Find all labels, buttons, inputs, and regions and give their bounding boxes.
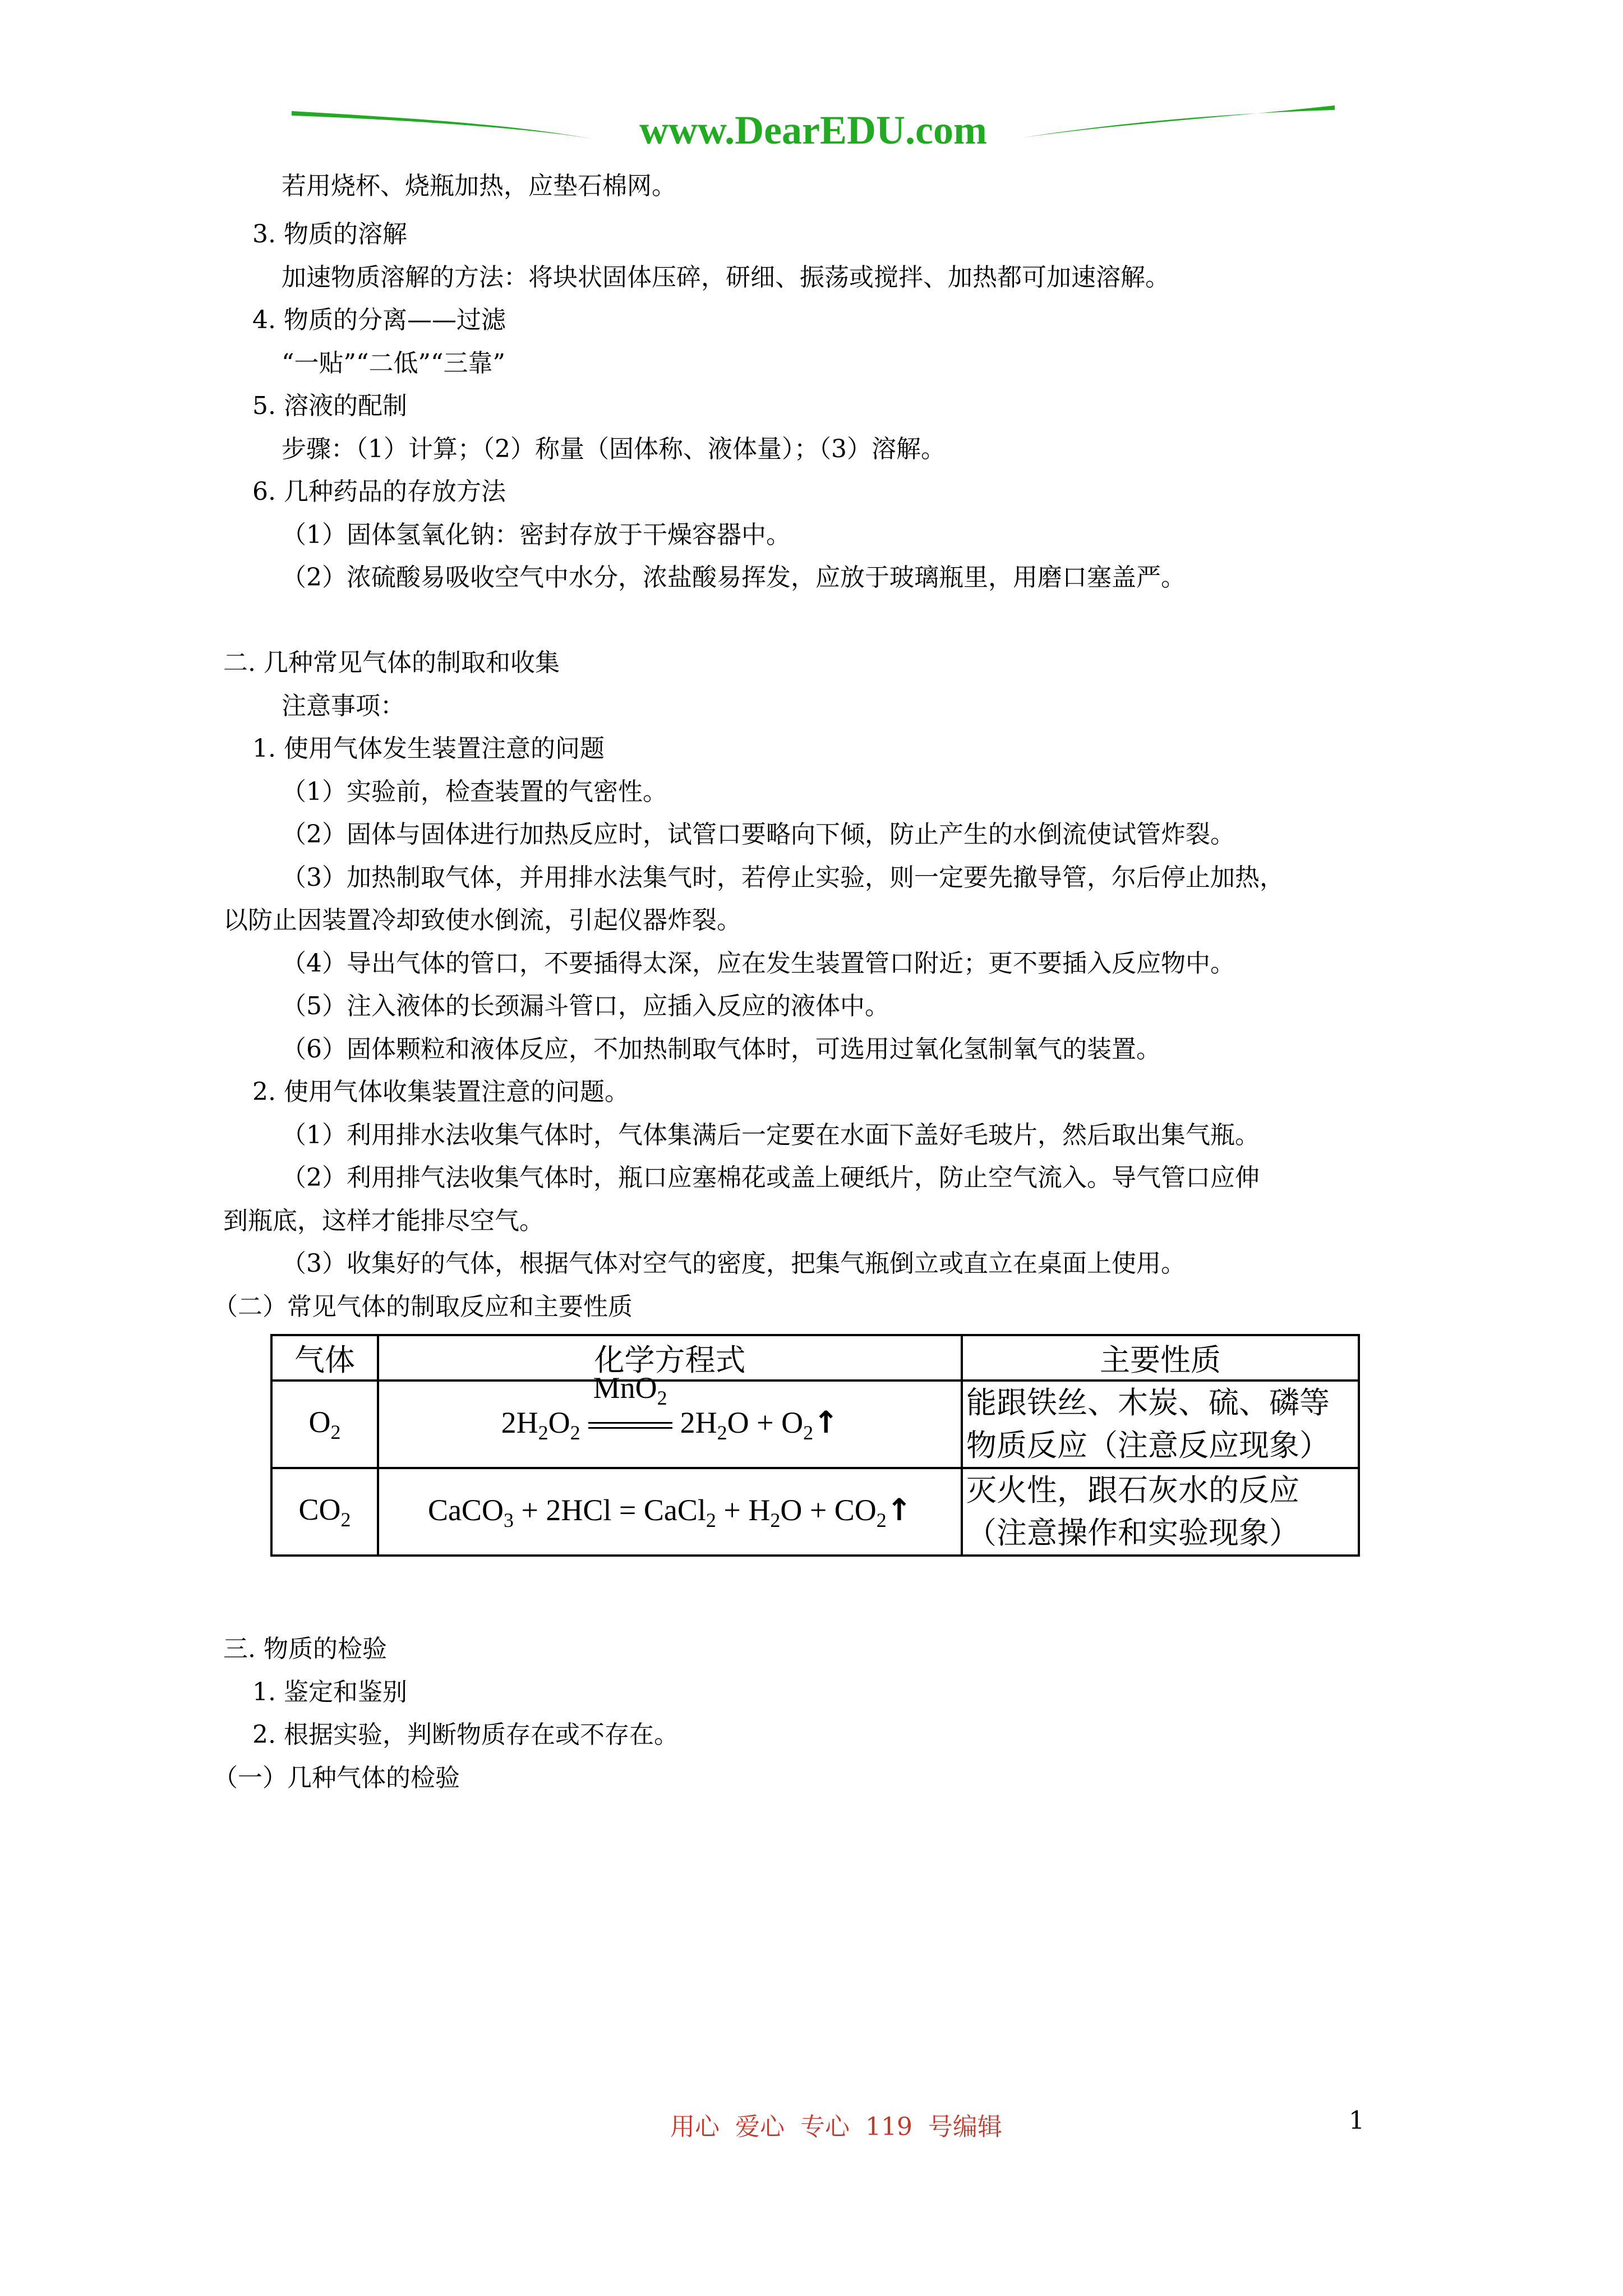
gas-cell-co2: $CO_2$	[271, 1468, 378, 1556]
text-line: （3）加热制取气体，并用排水法集气时，若停止实验，则一定要先撤导管，尔后停止加热，	[282, 863, 1284, 892]
table-row	[271, 1381, 1359, 1468]
properties-cell-co2: 灭火性，跟石灰水的反应 （注意操作和实验现象）	[962, 1468, 1359, 1556]
subheading-reactions: （二）常见气体的制取反应和主要性质	[213, 1292, 633, 1321]
text-line: （5）注入液体的长颈漏斗管口，应插入反应的液体中。	[282, 992, 889, 1020]
logo-swoosh-left	[292, 111, 594, 139]
properties-cell-o2: 能跟铁丝、木炭、硫、磷等 物质反应（注意反应现象）	[962, 1381, 1359, 1468]
text-line: （1）实验前，检查装置的气密性。	[282, 777, 667, 806]
logo-swoosh-right	[1021, 105, 1335, 138]
gas-reaction-table	[270, 1334, 1360, 1557]
header-equation: 化学方程式	[378, 1335, 962, 1381]
heading-collector: 2. 使用气体收集装置注意的问题。	[252, 1078, 629, 1106]
text-line: （3）收集好的气体，根据气体对空气的密度，把集气瓶倒立或直立在桌面上使用。	[282, 1249, 1186, 1278]
header-logo	[292, 95, 1335, 163]
page-number: 1	[1349, 2106, 1364, 2135]
text-line: （4）导出气体的管口，不要插得太深，应在发生装置管口附近；更不要插入反应物中。	[282, 949, 1235, 978]
text-line: （1）固体氢氧化钠：密封存放于干燥容器中。	[282, 521, 791, 549]
text-line: 到瓶底，这样才能排尽空气。	[223, 1207, 544, 1235]
equation-o2: $2H_2O_2$ MnO$_2$ $2H_2O$ + $O_2↑$	[501, 1370, 839, 1444]
heading-solution-preparation: 5. 溶液的配制	[252, 392, 407, 420]
heading-storage: 6. 几种药品的存放方法	[252, 477, 506, 506]
header-gas: 气体	[271, 1335, 378, 1381]
gas-up-arrow: ↑	[813, 1404, 839, 1440]
section-heading-gases: 二. 几种常见气体的制取和收集	[223, 648, 560, 677]
text-line: 以防止因装置冷却致使水倒流，引起仪器炸裂。	[223, 906, 741, 935]
gas-up-arrow: ↑	[886, 1492, 912, 1527]
heading-generator: 1. 使用气体发生装置注意的问题	[252, 734, 605, 763]
text-line: “一贴”“二低”“三靠”	[282, 349, 505, 378]
footer-text: 用心 爱心 专心 119 号编辑	[670, 2113, 1002, 2141]
equation-co2: CaCO$_3$ + 2HCl = CaCl$_2$ + $H_2O$ + $CO_2↑$	[427, 1492, 912, 1531]
text-line: （2）浓硫酸易吸收空气中水分，浓盐酸易挥发，应放于玻璃瓶里，用磨口塞盖严。	[282, 563, 1186, 592]
text-line: （2）利用排气法收集气体时，瓶口应塞棉花或盖上硬纸片，防止空气流入。导气管口应伸	[282, 1163, 1260, 1192]
logo-text: www.DearEDU.com	[639, 108, 987, 153]
text-line: 1. 鉴定和鉴别	[252, 1678, 407, 1706]
subheading-gas-detection: （一）几种气体的检验	[213, 1764, 460, 1792]
text-line: 步骤：（1）计算；（2）称量（固体称、液体量）；（3）溶解。	[282, 435, 946, 463]
heading-filtration: 4. 物质的分离——过滤	[252, 306, 506, 334]
header-properties: 主要性质	[962, 1335, 1359, 1381]
text-line: 加速物质溶解的方法：将块状固体压碎，研细、振荡或搅拌、加热都可加速溶解。	[282, 263, 1170, 292]
table-header-row	[271, 1335, 1359, 1381]
text-line: 2. 根据实验，判断物质存在或不存在。	[252, 1720, 679, 1749]
equation-cell-co2	[378, 1468, 962, 1556]
gas-cell-o2: $O_2$	[271, 1381, 378, 1468]
catalyst-arrow	[588, 1370, 672, 1440]
table-row	[271, 1468, 1359, 1556]
text-line: （2）固体与固体进行加热反应时，试管口要略向下倾，防止产生的水倒流使试管炸裂。	[282, 820, 1235, 849]
text-line: （6）固体颗粒和液体反应，不加热制取气体时，可选用过氧化氢制氧气的装置。	[282, 1035, 1161, 1064]
text-line: 注意事项：	[282, 692, 405, 720]
heading-dissolution: 3. 物质的溶解	[252, 220, 407, 249]
text-line: （1）利用排水法收集气体时，气体集满后一定要在水面下盖好毛玻片，然后取出集气瓶。	[282, 1121, 1260, 1149]
equation-cell-o2	[378, 1370, 962, 1468]
section-heading-detection: 三. 物质的检验	[223, 1635, 387, 1663]
text-line: 若用烧杯、烧瓶加热，应垫石棉网。	[282, 172, 676, 200]
catalyst-label: MnO$_2$	[593, 1370, 667, 1409]
